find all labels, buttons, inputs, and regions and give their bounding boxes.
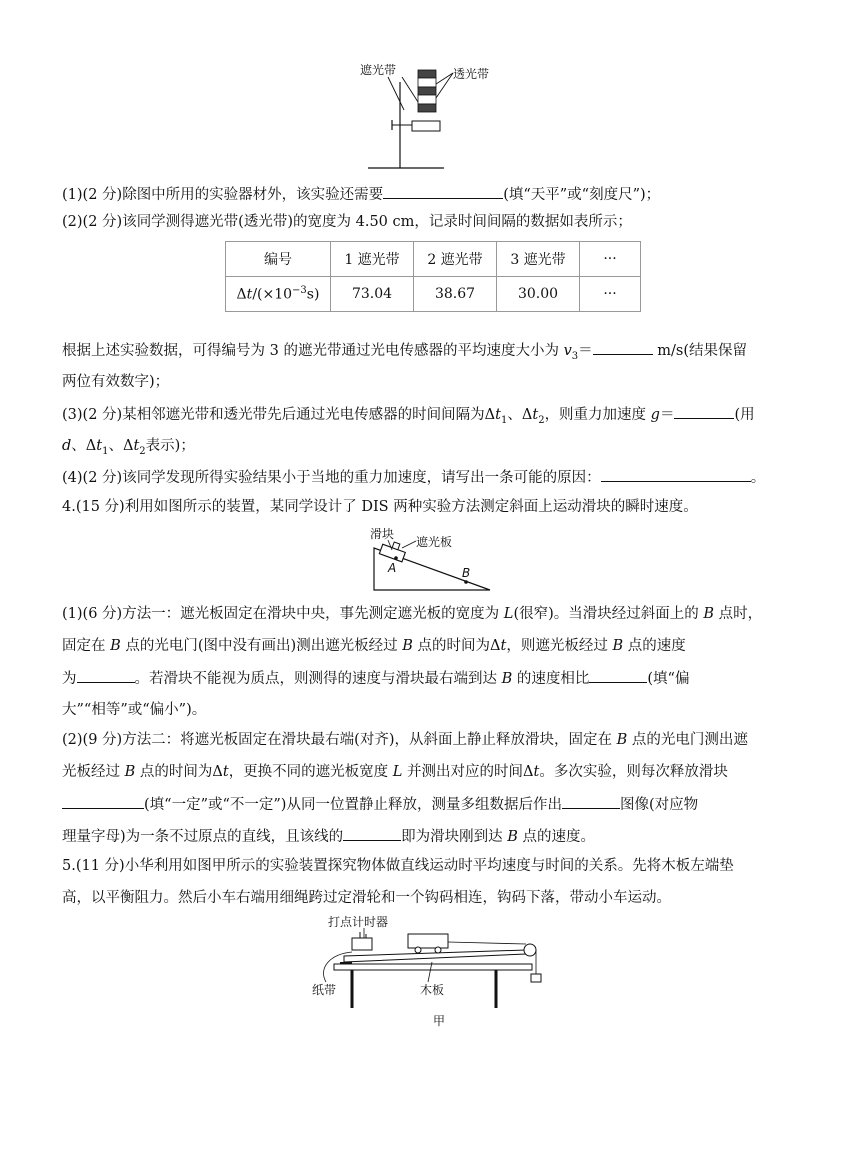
answer-blank-1[interactable] [383, 184, 503, 199]
answer-blank-6[interactable] [589, 668, 647, 683]
q4-part2-l1: (2)(9 分)方法二：将遮光板固定在滑块最右端(对齐)，从斜面上静止释放滑块，固定在 B 点的光电门测出遮 [62, 732, 748, 748]
table-header-cell: 1 遮光带 [331, 242, 414, 277]
fig-label-slider: 滑块 [370, 527, 395, 541]
q4-part1-l4: 大”“相等”或“偏小”)。 [62, 702, 207, 718]
figure-caption: 甲 [433, 1014, 446, 1028]
cart-apparatus-figure [300, 912, 560, 1032]
q3-part4: (4)(2 分)该同学发现所得实验结果小于当地的重力加速度，请写出一条可能的原因： 。 [62, 467, 802, 488]
table-cell: ··· [580, 277, 641, 312]
q4-part1-l1: (1)(6 分)方法一：遮光板固定在滑块中央，事先测定遮光板的宽度为 L(很窄)。当滑块经过斜面上的 B 点时， [62, 606, 763, 622]
fig1-label-left: 遮光带 [360, 63, 397, 77]
table-header-row [226, 242, 641, 277]
q4-part1-l2: 固定在 B 点的光电门(图中没有画出)测出遮光板经过 B 点的时间为Δt，则遮光板经过 B 点的速度 [62, 638, 686, 654]
answer-blank-9[interactable] [343, 826, 401, 841]
table-row-label: $\Delta t/(\times 10^{-3}s)$ [226, 277, 331, 312]
q3-part2: (2)(2 分)该同学测得遮光带(透光带)的宽度为 4.50 cm，记录时间间隔的数据如表所示； [62, 214, 632, 230]
fig-label-A: A [388, 561, 397, 575]
table-header-cell: 3 遮光带 [497, 242, 580, 277]
answer-blank-4[interactable] [601, 467, 751, 482]
answer-blank-5[interactable] [77, 668, 135, 683]
q4-part1-l3: 为 。若滑块不能视为质点，则测得的速度与滑块最右端到达 B 的速度相比 (填“偏 [62, 668, 802, 689]
q3-part1: (1)(2 分)除图中所用的实验器材外，该实验还需要 (填“天平”或“刻度尺”)； [62, 184, 802, 205]
fig-label-tape: 纸带 [312, 983, 337, 997]
q4-title: 4.(15 分)利用如图所示的装置，某同学设计了 DIS 两种实验方法测定斜面上运动滑块的瞬时速度。 [62, 499, 698, 515]
q4-part2-l2: 光板经过 B 点的时间为Δt，更换不同的遮光板宽度 L 并测出对应的时间Δt。多次实验，则每次释放滑块 [62, 764, 728, 780]
fig-label-board: 木板 [420, 983, 445, 997]
strip-apparatus-figure [360, 62, 510, 174]
fig-label-timer: 打点计时器 [328, 915, 389, 929]
q3-part2-note: 两位有效数字)； [62, 374, 170, 390]
table-header-cell: 2 遮光带 [414, 242, 497, 277]
table-header-cell: ··· [580, 242, 641, 277]
answer-blank-8[interactable] [562, 794, 620, 809]
fig1-label-right: 透光带 [453, 67, 490, 81]
q5-l1: 5.(11 分)小华利用如图甲所示的实验装置探究物体做直线运动时平均速度与时间的关系。先将木板左端垫 [62, 858, 734, 874]
table-cell: 73.04 [331, 277, 414, 312]
table-header-cell: 编号 [226, 242, 331, 277]
table-row [226, 277, 641, 312]
table-cell: 38.67 [414, 277, 497, 312]
table-cell: 30.00 [497, 277, 580, 312]
incline-figure [364, 524, 504, 594]
fig-label-B: B [462, 566, 471, 580]
q5-l2: 高，以平衡阻力。然后小车右端用细绳跨过定滑轮和一个钩码相连，钩码下落，带动小车运动。 [62, 890, 671, 906]
answer-blank-3[interactable] [674, 404, 734, 419]
q3-part2-result: 根据上述实验数据，可得编号为 3 的遮光带通过光电传感器的平均速度大小为 $v_3= m/s$(结果保留 [62, 340, 802, 367]
timing-table [225, 241, 641, 312]
fig-label-plate: 遮光板 [416, 535, 453, 549]
answer-blank-2[interactable] [593, 340, 653, 355]
q3-part3-cont: d、$\Delta t_1$、$\Delta t_2$表示)； [62, 438, 195, 457]
q4-part2-l3: (填“一定”或“不一定”)从同一位置静止释放，测量多组数据后作出 图像(对应物 [62, 794, 802, 815]
answer-blank-7[interactable] [62, 794, 144, 809]
q4-part2-l4: 理量字母)为一条不过原点的直线，且该线的 即为滑块刚到达 B 点的速度。 [62, 826, 802, 847]
q3-part3: (3)(2 分)某相邻遮光带和透光带先后通过光电传感器的时间间隔为$\Delta t_1$、$\Delta t_2$，则重力加速度 g＝ (用 [62, 404, 802, 431]
